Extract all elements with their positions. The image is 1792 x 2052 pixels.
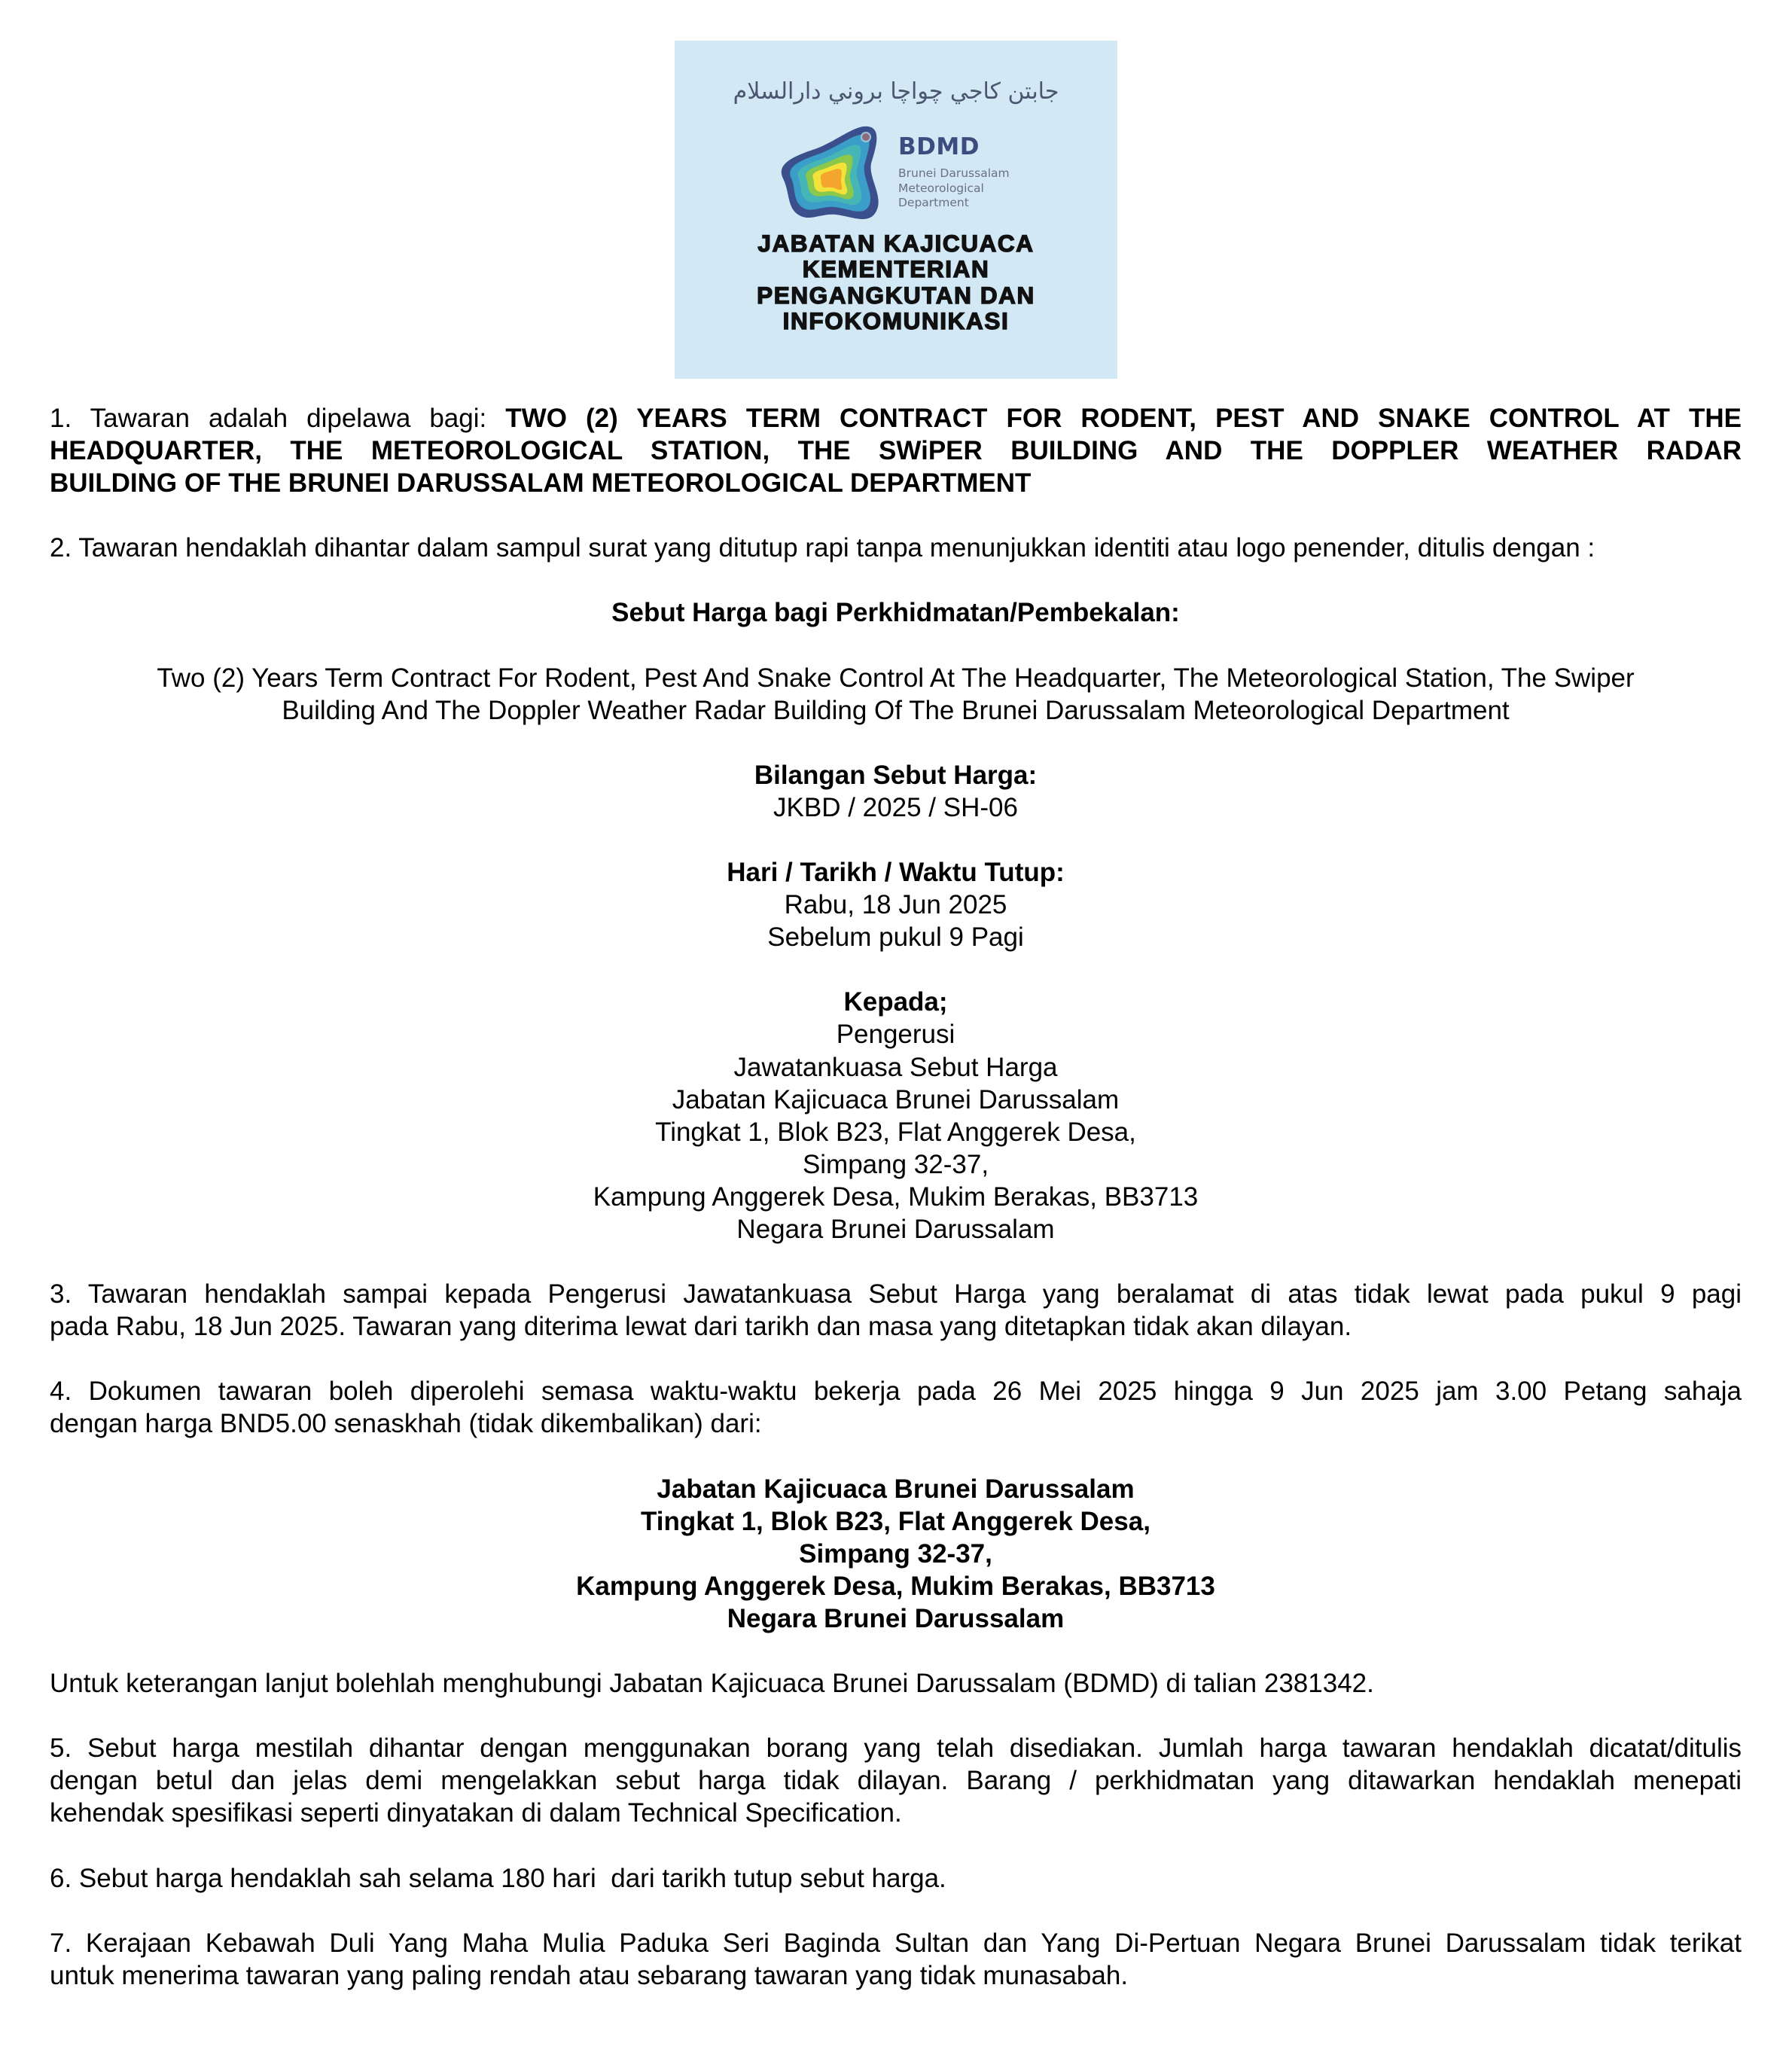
logo-title-line: KEMENTERIAN	[802, 255, 990, 283]
logo-ministry-title	[675, 230, 1117, 334]
recipient-line: Simpang 32-37,	[802, 1149, 989, 1179]
para-4-line: dengan harga BND5.00 senaskhah (tidak dikembalikan) dari:	[50, 1409, 762, 1439]
para-4-line: 4. Dokumen tawaran boleh diperolehi semasa waktu-waktu bekerja pada 26 Mei 2025 hingga 9 Jun 2025 jam 3.00 Petang sahaja	[50, 1377, 1742, 1407]
logo-acronym: BDMD	[898, 133, 980, 160]
recipient-line: Tingkat 1, Blok B23, Flat Anggerek Desa,	[655, 1117, 1136, 1147]
logo-subtitle-line: Meteorological	[898, 181, 984, 195]
para-7-line: 7. Kerajaan Kebawah Duli Yang Maha Mulia Paduka Seri Baginda Sultan dan Yang Di-Pertuan Negara Brunei Darussalam tidak terikat	[50, 1928, 1742, 1958]
logo-title-line: INFOKOMUNIKASI	[782, 306, 1010, 334]
para-5-line: 5. Sebut harga mestilah dihantar dengan menggunakan borang yang telah disediakan. Jumlah harga tawaran hendaklah dicatat/ditulis	[50, 1733, 1742, 1764]
recipient-label: Kepada;	[843, 987, 948, 1017]
para-7-line: untuk menerima tawaran yang paling rendah atau sebarang tawaran yang tidak munasabah.	[50, 1960, 1129, 1990]
recipient-line: Negara Brunei Darussalam	[736, 1214, 1055, 1244]
recipient-line: Jawatankuasa Sebut Harga	[733, 1052, 1058, 1082]
closing-date: Rabu, 18 Jun 2025	[784, 890, 1007, 920]
para-1-title: TWO (2) YEARS TERM CONTRACT FOR RODENT, PEST AND SNAKE CONTROL AT THE	[505, 404, 1742, 433]
recipient-line: Kampung Anggerek Desa, Mukim Berakas, BB3713	[593, 1182, 1199, 1212]
logo-dot	[861, 133, 870, 142]
logo-title-line: PENGANGKUTAN DAN	[757, 281, 1035, 309]
para-5-line: dengan betul dan jelas demi mengelakkan sebut harga tidak dilayan. Barang / perkhidmatan yang ditawarkan hendaklah menepati	[50, 1766, 1742, 1796]
para-1-line: BUILDING OF THE BRUNEI DARUSSALAM METEOROLOGICAL DEPARTMENT	[50, 468, 1032, 499]
closing-time: Sebelum pukul 9 Pagi	[767, 922, 1024, 953]
logo-jawi-text: جابتن كاجي چواچا بروني دارالسلام	[733, 78, 1059, 105]
envelope-title-line: Building And The Doppler Weather Radar Building Of The Brunei Darussalam Meteorological Department	[282, 695, 1510, 725]
para-3-line: 3. Tawaran hendaklah sampai kepada Pengerusi Jawatankuasa Sebut Harga yang beralamat di atas tidak lewat pada pukul 9 pagi	[50, 1279, 1742, 1310]
pickup-address-line: Negara Brunei Darussalam	[727, 1603, 1065, 1633]
para-1-line: HEADQUARTER, THE METEOROLOGICAL STATION, THE SWiPER BUILDING AND THE DOPPLER WEATHER RADAR	[50, 436, 1742, 466]
para-6: 6. Sebut harga hendaklah sah selama 180 hari dari tarikh tutup sebut harga.	[50, 1863, 946, 1893]
logo-subtitle	[898, 166, 1010, 211]
para-3-line: pada Rabu, 18 Jun 2025. Tawaran yang diterima lewat dari tarikh dan masa yang ditetapkan tidak akan dilayan.	[50, 1312, 1352, 1342]
logo-subtitle-line: Department	[898, 196, 969, 209]
tender-notice	[50, 402, 1742, 1992]
department-logo	[675, 41, 1117, 379]
pickup-address-line: Kampung Anggerek Desa, Mukim Berakas, BB3713	[576, 1571, 1215, 1601]
envelope-title-line: Two (2) Years Term Contract For Rodent, Pest And Snake Control At The Headquarter, The Meteorological Station, The Swiper	[157, 663, 1635, 693]
pickup-address-line: Tingkat 1, Blok B23, Flat Anggerek Desa,	[641, 1506, 1150, 1536]
para-2: 2. Tawaran hendaklah dihantar dalam sampul surat yang ditutup rapi tanpa menunjukkan identiti atau logo penender, ditulis dengan :	[50, 533, 1595, 563]
pickup-address-line: Simpang 32-37,	[799, 1538, 992, 1569]
para-1-line	[50, 402, 1742, 434]
logo-subtitle-line: Brunei Darussalam	[898, 166, 1010, 180]
contact-info: Untuk keterangan lanjut bolehlah menghubungi Jabatan Kajicuaca Brunei Darussalam (BDMD) di talian 2381342.	[50, 1669, 1374, 1699]
logo-title-line: JABATAN KAJICUACA	[757, 230, 1035, 257]
pickup-address-line: Jabatan Kajicuaca Brunei Darussalam	[657, 1474, 1135, 1504]
recipient-line: Jabatan Kajicuaca Brunei Darussalam	[672, 1084, 1120, 1114]
envelope-heading: Sebut Harga bagi Perkhidmatan/Pembekalan:	[611, 598, 1180, 628]
closing-label: Hari / Tarikh / Waktu Tutup:	[727, 858, 1065, 888]
para-1-prefix: 1. Tawaran adalah dipelawa bagi:	[50, 404, 506, 433]
recipient-line: Pengerusi	[836, 1020, 955, 1050]
quotation-number-label: Bilangan Sebut Harga:	[754, 760, 1038, 790]
para-5-line: kehendak spesifikasi seperti dinyatakan di dalam Technical Specification.	[50, 1798, 902, 1828]
quotation-number: JKBD / 2025 / SH-06	[773, 792, 1018, 822]
